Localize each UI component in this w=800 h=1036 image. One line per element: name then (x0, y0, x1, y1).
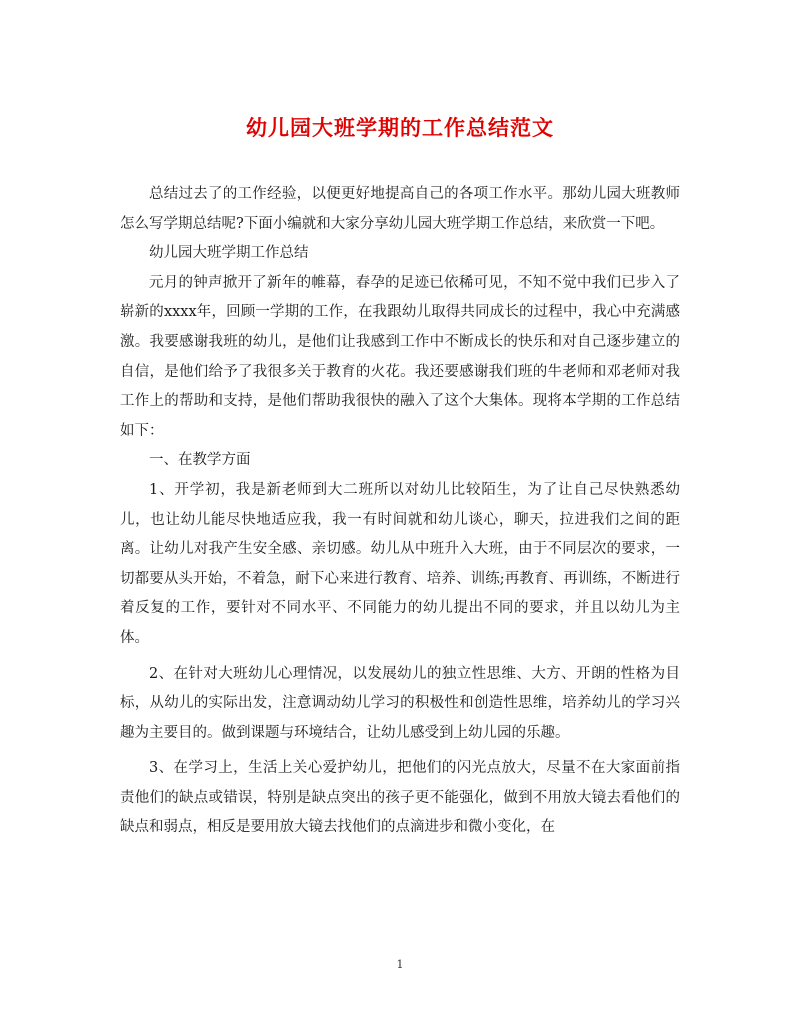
teaching-heading: 一、在教学方面 (149, 452, 251, 469)
intro-paragraph: 总结过去了的工作经验，以便更好地提高自己的各项工作水平。那幼儿园大班教师怎么写学期总结呢?下面小编就和大家分享幼儿园大班学期工作总结，来欣赏一下吧。 (120, 186, 680, 232)
document-body (120, 180, 680, 849)
document-title: 幼儿园大班学期的工作总结范文 (246, 115, 554, 140)
teaching-point-3: 3、在学习上，生活上关心爱护幼儿，把他们的闪光点放大，尽量不在大家面前指责他们的缺点或错误，特别是缺点突出的孩子更不能强化，做到不用放大镜去看他们的缺点和弱点，相反是要用放大镜去找他们的点滴进步和微小变化，在 (120, 760, 680, 836)
teaching-point-2: 2、在针对大班幼儿心理情况，以发展幼儿的独立性思维、大方、开朗的性格为目标，从幼儿的实际出发，注意调动幼儿学习的积极性和创造性思维，培养幼儿的学习兴趣为主要目的。做到课题与环境结合，让幼儿感受到上幼儿园的乐趣。 (120, 665, 680, 741)
teaching-point-1: 1、开学初，我是新老师到大二班所以对幼儿比较陌生，为了让自己尽快熟悉幼儿，也让幼儿能尽快地适应我，我一有时间就和幼儿谈心，聊天，拉进我们之间的距离。让幼儿对我产生安全感、亲切感。幼儿从中班升入大班，由于不同层次的要求，一切都要从头开始，不着急，耐下心来进行教育、培养、训练;再教育、再训练，不断进行着反复的工作，要针对不同水平、不同能力的幼儿提出不同的要求，并且以幼儿为主体。 (120, 481, 680, 646)
section-heading: 幼儿园大班学期工作总结 (149, 245, 309, 262)
opening-paragraph: 元月的钟声掀开了新年的帷幕，春孕的足迹已依稀可见，不知不觉中我们已步入了崭新的xxxx年，回顾一学期的工作，在我跟幼儿取得共同成长的过程中，我心中充满感激。我要感谢我班的幼儿，是他们让我感到工作中不断成长的快乐和对自己逐步建立的自信，是他们给予了我很多关于教育的火花。我还要感谢我们班的牛老师和邓老师对我工作上的帮助和支持，是他们帮助我很快的融入了这个大集体。现将本学期的工作总结如下： (120, 274, 680, 439)
page-number: 1 (396, 958, 404, 971)
